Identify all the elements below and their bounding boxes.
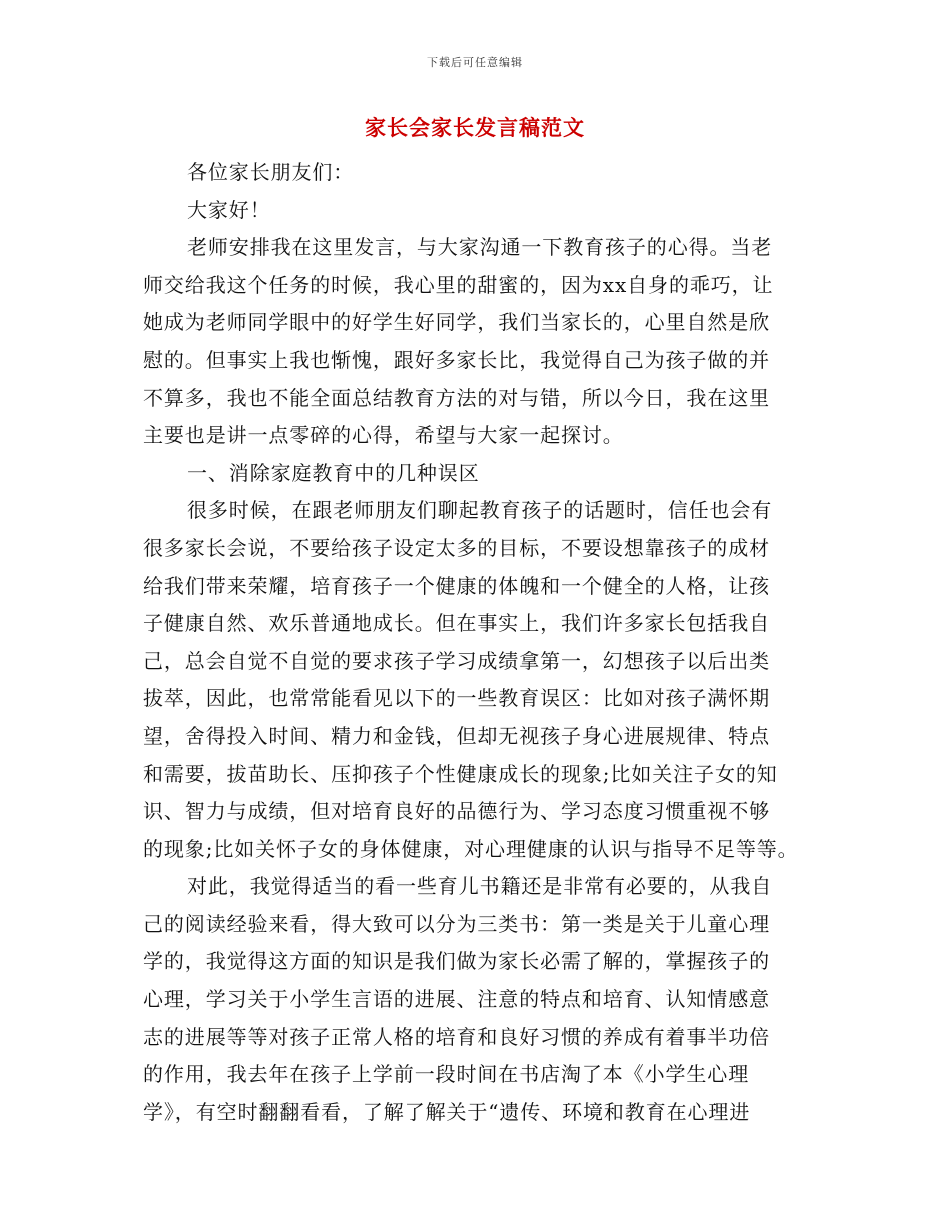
body-line: 望，舍得投入时间、精力和金钱，但却无视孩子身心进展规律、特点 <box>143 723 770 748</box>
body-line: 的现象;比如关怀子女的身体健康，对心理健康的认识与指导不足等等。 <box>143 836 799 861</box>
document-body <box>143 154 823 1131</box>
document-title: 家长会家长发言稿范文 <box>365 115 585 140</box>
body-line: 识、智力与成绩，但对培育良好的品德行为、学习态度习惯重视不够 <box>143 799 770 824</box>
body-line: 她成为老师同学眼中的好学生好同学，我们当家长的，心里自然是欣 <box>143 310 770 335</box>
body-line: 子健康自然、欢乐普通地成长。但在事实上，我们许多家长包括我自 <box>143 611 770 636</box>
body-line: 拔萃，因此，也常常能看见以下的一些教育误区：比如对孩子满怀期 <box>143 686 770 711</box>
body-line: 慰的。但事实上我也惭愧，跟好多家长比，我觉得自己为孩子做的并 <box>143 347 770 372</box>
body-line: 师交给我这个任务的时候，我心里的甜蜜的，因为xx自身的乖巧，让 <box>143 272 774 297</box>
body-line: 各位家长朋友们： <box>187 160 355 184</box>
body-line: 学的，我觉得这方面的知识是我们做为家长必需了解的，掌握孩子的 <box>143 949 770 974</box>
body-line: 心理，学习关于小学生言语的进展、注意的特点和培育、认知情感意 <box>143 987 770 1012</box>
body-line: 给我们带来荣耀，培育孩子一个健康的体魄和一个健全的人格，让孩 <box>143 573 770 598</box>
body-line: 的作用，我去年在孩子上学前一段时间在书店淘了本《小学生心理 <box>143 1062 750 1087</box>
body-line: 对此，我觉得适当的看一些育儿书籍还是非常有必要的，从我自 <box>187 874 773 899</box>
body-line: 老师安排我在这里发言，与大家沟通一下教育孩子的心得。当老 <box>187 235 773 260</box>
body-line: 不算多，我也不能全面总结教育方法的对与错，所以今日，我在这里 <box>143 385 770 410</box>
body-line: 一、消除家庭教育中的几种误区 <box>187 460 480 485</box>
body-line: 大家好！ <box>187 197 271 222</box>
body-line: 和需要，拔苗助长、压抑孩子个性健康成长的现象;比如关注子女的知 <box>143 761 778 786</box>
body-line: 学》，有空时翻翻看看，了解了解关于“遗传、环境和教育在心理进 <box>143 1099 751 1124</box>
page-header: 下载后可任意编辑 <box>427 56 523 69</box>
body-line: 主要也是讲一点零碎的心得，希望与大家一起探讨。 <box>143 423 624 448</box>
body-line: 己，总会自觉不自觉的要求孩子学习成绩拿第一，幻想孩子以后出类 <box>143 648 770 673</box>
body-line: 很多家长会说，不要给孩子设定太多的目标，不要设想靠孩子的成材 <box>143 535 770 560</box>
body-line: 己的阅读经验来看，得大致可以分为三类书：第一类是关于儿童心理 <box>143 911 770 936</box>
body-line: 志的进展等等对孩子正常人格的培育和良好习惯的养成有着事半功倍 <box>143 1024 770 1049</box>
body-line: 很多时候，在跟老师朋友们聊起教育孩子的话题时，信任也会有 <box>187 498 773 523</box>
